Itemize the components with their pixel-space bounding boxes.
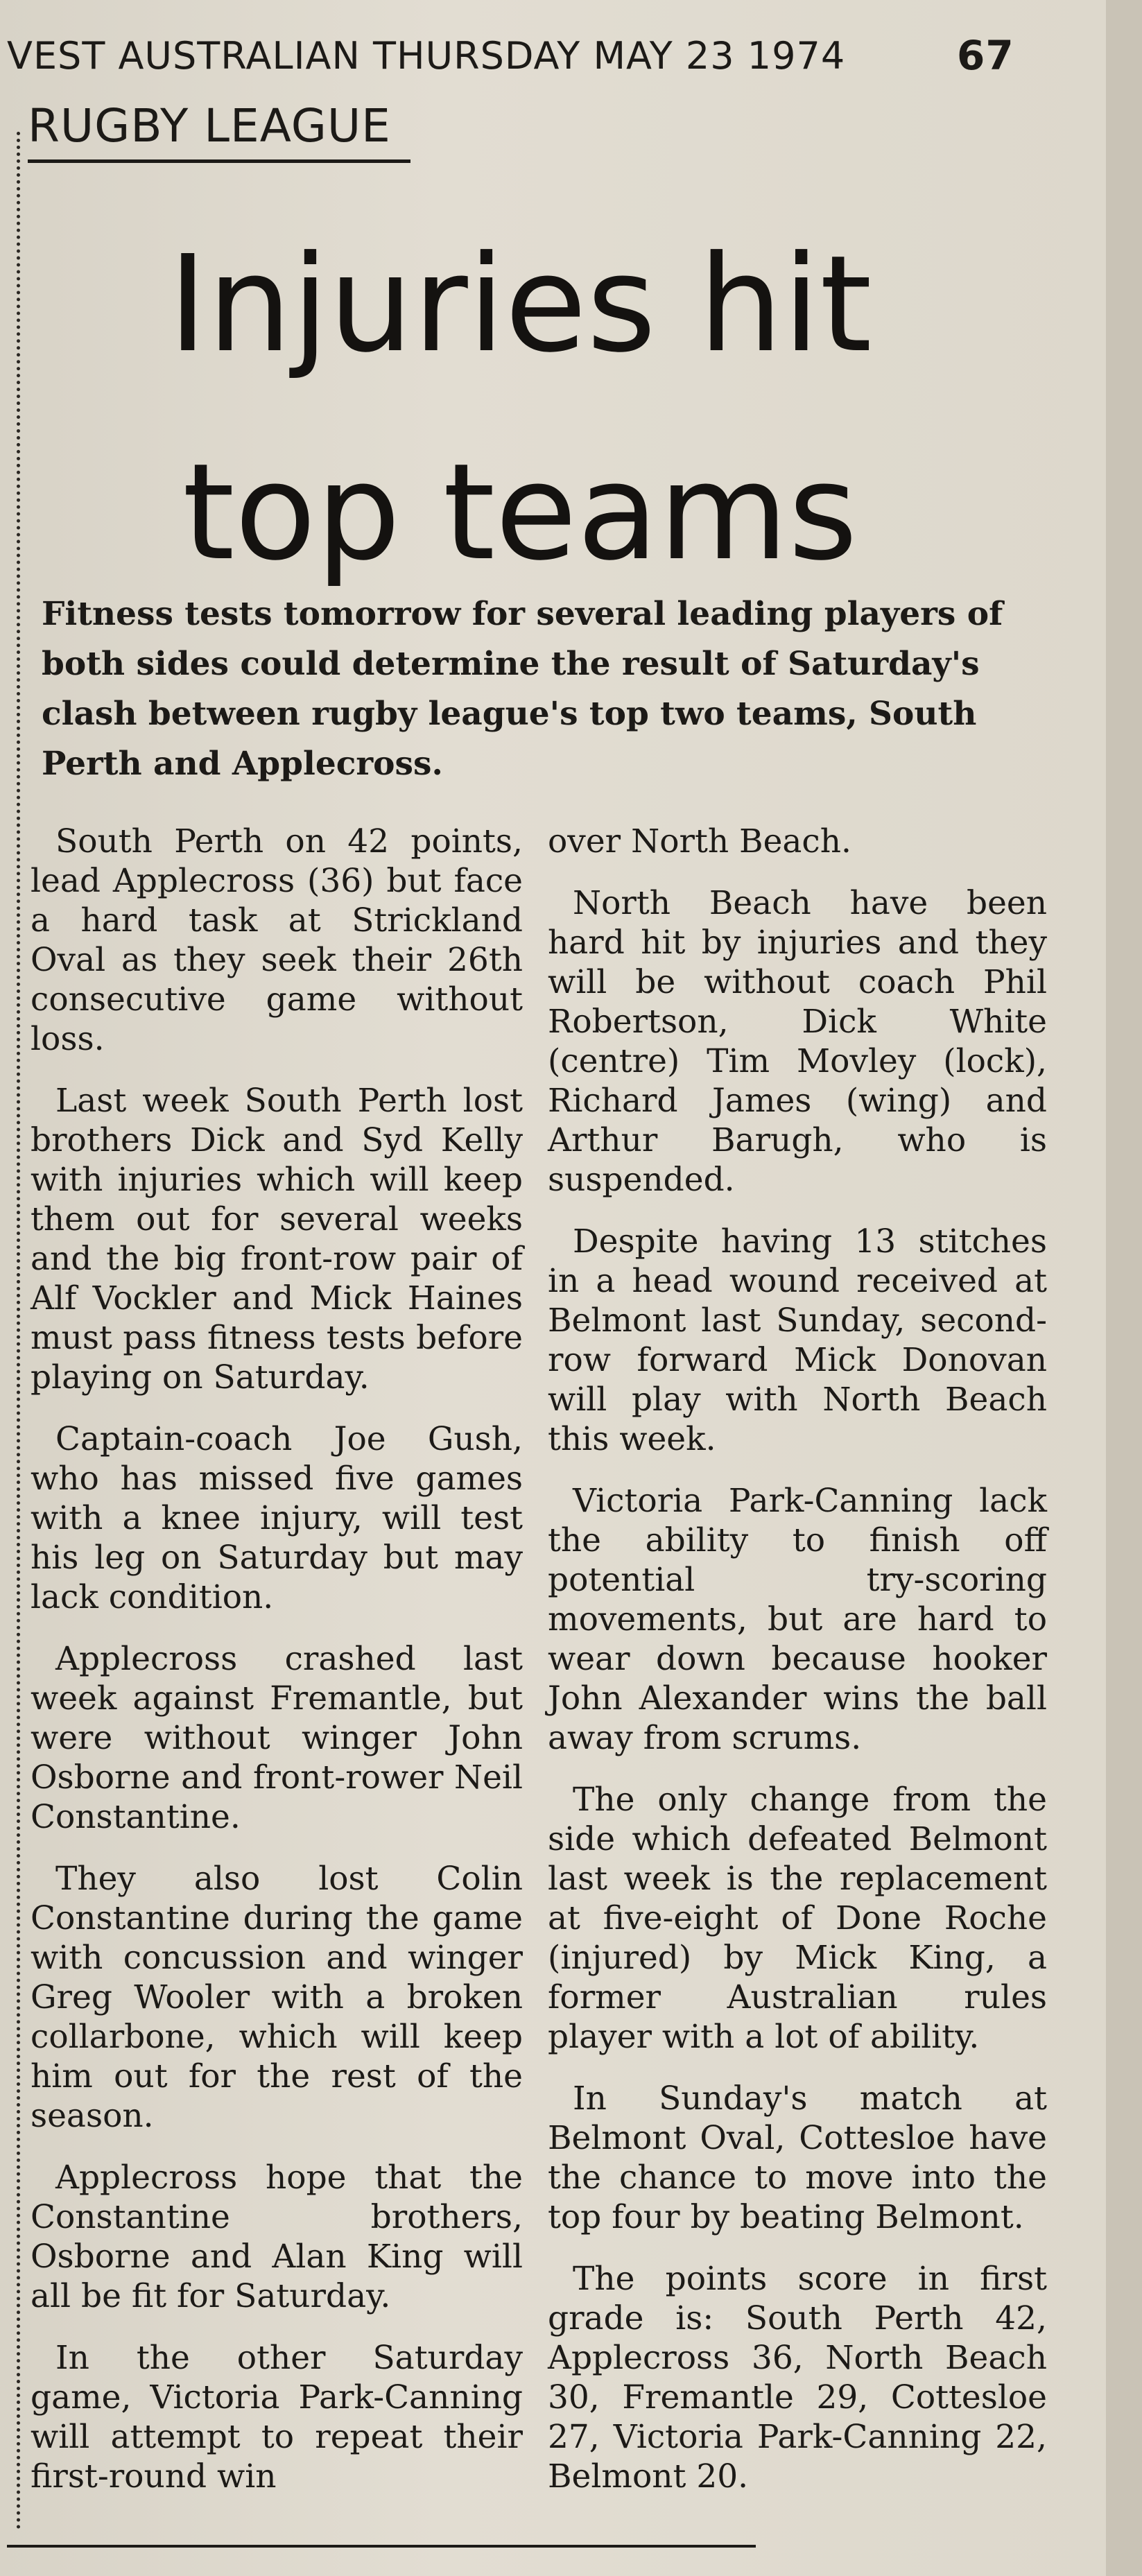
paragraph: North Beach have been hard hit by injuries and they will be without coach Phil Robertson, Dick White (centre) Tim Movley (lock), Richard James (wing) and Arthur Barugh, who is suspended. (548, 884, 1047, 1199)
paragraph: The only change from the side which defeated Belmont last week is the replacement at five-eight of Done Roche (injured) by Mick King, a former Australian rules player with a lot of ability. (548, 1781, 1047, 2056)
article-column-right (548, 822, 1047, 2518)
paragraph: Applecross hope that the Constantine brothers, Osborne and Alan King will all be fit for Saturday. (31, 2159, 523, 2315)
paragraph: Applecross crashed last week against Fremantle, but were without winger John Osborne and front-rower Neil Constantine. (31, 1640, 523, 1836)
paragraph: Last week South Perth lost brothers Dick and Syd Kelly with injuries which will keep them out for several weeks and the big front-row pair of Alf Vockler and Mick Haines must pass fitness tests before playing on Saturday. (31, 1082, 523, 1397)
page-number: 67 (957, 32, 1014, 79)
section-label: RUGBY LEAGUE (28, 97, 410, 163)
bottom-rule (7, 2545, 756, 2548)
headline-line-2: top teams (182, 435, 858, 590)
paragraph: Despite having 13 stitches in a head wound received at Belmont last Sunday, second-row forward Mick Donovan will play with North Beach this week. (548, 1222, 1047, 1458)
paragraph: over North Beach. (548, 822, 851, 861)
paragraph: Victoria Park-Canning lack the ability to finish off potential try-scoring movements, but are hard to wear down because hooker John Alexander wins the ball away from scrums. (548, 1482, 1047, 1757)
headline (69, 201, 971, 617)
article-column-left (31, 822, 523, 2518)
paragraph: They also lost Colin Constantine during the game with concussion and winger Greg Wooler with a broken collarbone, which will keep him out for the rest of the season. (31, 1860, 523, 2135)
masthead (7, 28, 1014, 83)
paragraph: In Sunday's match at Belmont Oval, Cottesloe have the chance to move into the top four by beating Belmont. (548, 2080, 1047, 2236)
paragraph: Captain-coach Joe Gush, who has missed five games with a knee injury, will test his leg on Saturday but may lack condition. (31, 1420, 523, 1616)
paragraph: The points score in first grade is: South Perth 42, Applecross 36, North Beach 30, Fremantle 29, Cottesloe 27, Victoria Park-Canning 22, Belmont 20. (548, 2260, 1047, 2496)
paragraph: In the other Saturday game, Victoria Park-Canning will attempt to repeat their first-round win (31, 2339, 523, 2496)
dotted-cut-border (17, 132, 20, 2531)
headline-line-1: Injuries hit (168, 227, 872, 382)
paragraph: South Perth on 42 points, lead Applecross (36) but face a hard task at Strickland Oval as they seek their 26th consecutive game without loss. (31, 822, 523, 1058)
masthead-title: VEST AUSTRALIAN THURSDAY MAY 23 1974 (7, 33, 846, 78)
standfirst: Fitness tests tomorrow for several leading players of both sides could determine the result of Saturday's clash between rugby league's top two teams, South Perth and Applecross. (42, 595, 1003, 783)
